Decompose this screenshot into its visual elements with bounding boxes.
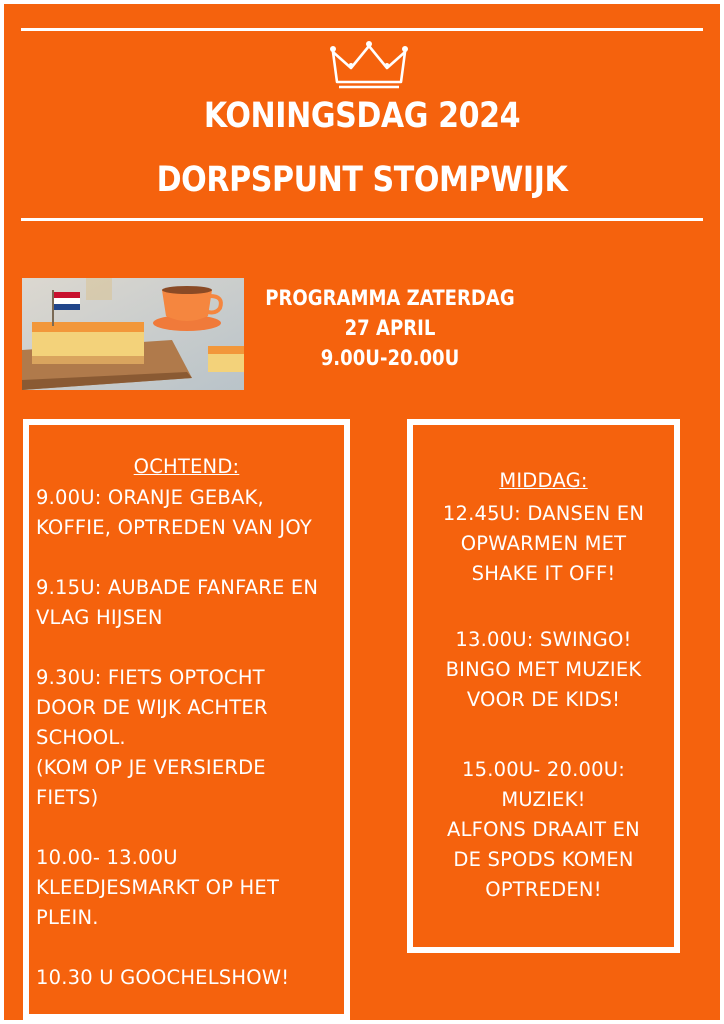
schedule-line: MUZIEK! [501,788,586,811]
schedule-line: 15.00U- 20.00U: [462,758,625,781]
pastry-photo [22,278,244,390]
schedule-line: VOOR DE KIDS! [466,688,621,711]
schedule-line: (KOM OP JE VERSIERDE [36,756,266,779]
morning-panel [23,419,350,1020]
schedule-line: FIETS) [36,786,99,809]
schedule-line: SHAKE IT OFF! [471,562,616,585]
schedule-line: 9.00U: ORANJE GEBAK, [36,486,264,509]
schedule-line: VLAG HIJSEN [36,606,163,629]
poster [4,4,720,1020]
crown-icon [327,40,411,90]
schedule-line: DE SPODS KOMEN [453,848,634,871]
afternoon-heading: MIDDAG: [499,469,588,492]
page-title: KONINGSDAG 2024 [203,96,521,136]
schedule-line: SCHOOL. [36,726,126,749]
schedule-line: DOOR DE WIJK ACHTER [36,696,268,719]
schedule-line: 13.00U: SWINGO! [455,628,632,651]
program-heading: PROGRAMMA ZATERDAG [265,286,515,310]
schedule-line: BINGO MET MUZIEK [445,658,642,681]
schedule-line: KLEEDJESMARKT OP HET [36,876,280,899]
schedule-line: 9.30U: FIETS OPTOCHT [36,666,265,689]
schedule-line: 9.15U: AUBADE FANFARE EN [36,576,319,599]
bottom-divider [21,218,703,221]
schedule-line: 10.00- 13.00U [36,846,178,869]
tompouce-illustration [22,278,244,390]
morning-heading: OCHTEND: [133,455,240,478]
schedule-line: OPWARMEN MET [460,532,627,555]
schedule-line: KOFFIE, OPTREDEN VAN JOY [36,516,312,539]
afternoon-panel [407,419,680,953]
schedule-line: ALFONS DRAAIT EN [447,818,640,841]
schedule-line: PLEIN. [36,906,99,929]
schedule-line: 10.30 U GOOCHELSHOW! [36,966,290,989]
top-divider [21,28,703,31]
schedule-line: 12.45U: DANSEN EN [442,502,645,525]
page-subtitle: DORPSPUNT STOMPWIJK [156,160,568,200]
schedule-line: OPTREDEN! [485,878,602,901]
program-hours: 9.00U-20.00U [320,346,460,370]
program-date: 27 APRIL [344,316,436,340]
